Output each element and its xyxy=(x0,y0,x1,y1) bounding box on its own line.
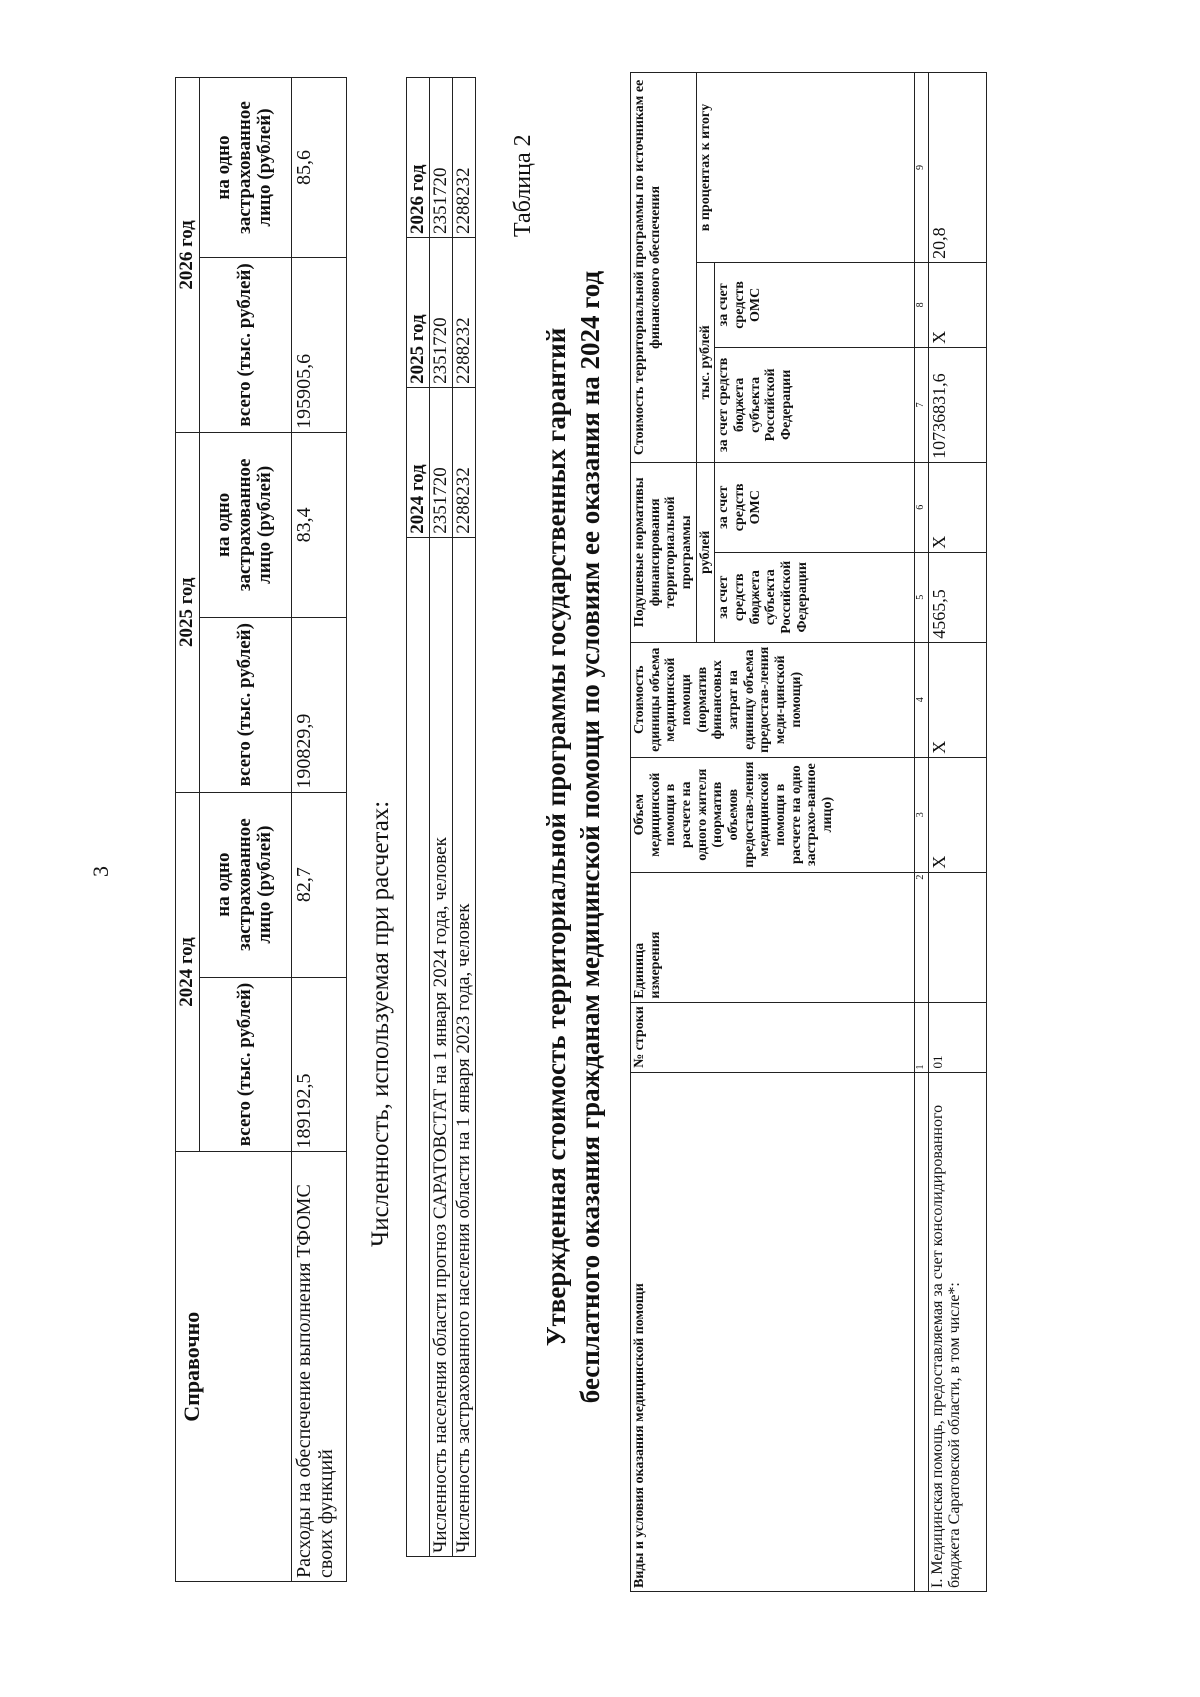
value-cell: 10736831,6 xyxy=(929,347,987,462)
value-cell: 83,4 xyxy=(291,432,346,617)
table-label: Таблица 2 xyxy=(510,134,536,237)
column-number: 2 xyxy=(915,872,929,1002)
value-cell: 2351720 xyxy=(429,387,452,537)
header-unit: Единица измерения xyxy=(631,872,915,1002)
header-oms: за счет средств ОМС xyxy=(715,262,915,347)
page-number: 3 xyxy=(88,866,113,877)
value-cell: 82,7 xyxy=(291,792,346,977)
row-label: Численность населения области прогноз САРАТОВСТАТ на 1 января 2024 года, человек xyxy=(429,537,452,1556)
value-cell: 4565,5 xyxy=(929,552,987,642)
title-line: бесплатного оказания гражданам медицинской помощи по условиям ее оказания на 2024 год xyxy=(574,270,605,1404)
column-number: 3 xyxy=(915,757,929,872)
column-number: 9 xyxy=(915,73,929,263)
header-thousand-rubles: тыс. рублей xyxy=(696,262,715,462)
header-kinds: Виды и условия оказания медицинской помощи xyxy=(631,1072,915,1591)
col-per-person: на одно застрахованное лицо (рублей) xyxy=(199,432,291,617)
program-cost-table xyxy=(630,72,987,1592)
year-2025: 2025 год xyxy=(176,432,200,792)
col-per-person: на одно застрахованное лицо (рублей) xyxy=(199,78,291,258)
header-oms: за счет средств ОМС xyxy=(715,462,915,552)
value-cell: 189192,5 xyxy=(291,977,346,1152)
header-row-no: № строки xyxy=(631,1002,915,1072)
value-cell: 2351720 xyxy=(429,237,452,387)
empty-header xyxy=(407,537,430,1556)
value-cell: 195905,6 xyxy=(291,258,346,433)
empty-number-cell xyxy=(915,1072,929,1591)
value-cell: Х xyxy=(929,462,987,552)
value-cell: Х xyxy=(929,642,987,757)
header-cost-by-source: Стоимость территориальной программы по источникам ее финансового обеспечения xyxy=(631,73,697,463)
value-cell: 2351720 xyxy=(429,78,452,238)
row-number: 01 xyxy=(929,1002,987,1072)
population-table xyxy=(406,77,476,1557)
reference-table xyxy=(175,77,347,1582)
year-2025: 2025 год xyxy=(407,237,430,387)
unit-cell xyxy=(929,872,987,1002)
column-number: 7 xyxy=(915,347,929,462)
column-number: 1 xyxy=(915,1002,929,1072)
header-percent: в процентах к итогу xyxy=(696,73,915,263)
population-caption: Численность, используемая при расчетах: xyxy=(367,800,394,1247)
header-rubles: рублей xyxy=(696,462,715,642)
col-total: всего (тыс. рублей) xyxy=(199,977,291,1152)
col-total: всего (тыс. рублей) xyxy=(199,617,291,792)
value-cell: 2288232 xyxy=(452,387,475,537)
column-number: 5 xyxy=(915,552,929,642)
year-2026: 2026 год xyxy=(407,78,430,238)
col-per-person: на одно застрахованное лицо (рублей) xyxy=(199,792,291,977)
header-budget: за счет средств бюджета субъекта Российской Федерации xyxy=(715,552,915,642)
row-label: Численность застрахованного населения области на 1 января 2023 года, человек xyxy=(452,537,475,1556)
reference-header: Справочно xyxy=(176,1152,292,1582)
header-budget: за счет средств бюджета субъекта Российской Федерации xyxy=(715,347,915,462)
value-cell: 190829,9 xyxy=(291,617,346,792)
row-label: Расходы на обеспечение выполнения ТФОМС своих функций xyxy=(291,1152,346,1582)
value-cell: 20,8 xyxy=(929,73,987,263)
column-number: 6 xyxy=(915,462,929,552)
col-total: всего (тыс. рублей) xyxy=(199,258,291,433)
year-2026: 2026 год xyxy=(176,78,200,433)
table-title xyxy=(540,87,608,1587)
value-cell: 2288232 xyxy=(452,237,475,387)
column-number: 4 xyxy=(915,642,929,757)
title-line: Утвержденная стоимость территориальной программы государственных гарантий xyxy=(541,327,571,1347)
row-label: I. Медицинская помощь, предоставляемая за счет консолидированного бюджета Саратовской области, в том числе*: xyxy=(929,1072,987,1591)
value-cell: Х xyxy=(929,262,987,347)
header-norms: Подушевые нормативы финансирования территориальной программы xyxy=(631,462,697,642)
value-cell: Х xyxy=(929,757,987,872)
value-cell: 2288232 xyxy=(452,78,475,238)
header-unit-cost: Стоимость единицы объема медицинской помощи (норматив финансовых затрат на единицу объема предостав-ления меди-цинской помощи) xyxy=(631,642,915,757)
year-2024: 2024 год xyxy=(407,387,430,537)
column-number: 8 xyxy=(915,262,929,347)
year-2024: 2024 год xyxy=(176,792,200,1152)
header-volume: Объем медицинской помощи в расчете на одного жителя (норматив объемов предостав-ления медицинской помощи в расчете на одно застрахо-ванное лицо) xyxy=(631,757,915,872)
value-cell: 85,6 xyxy=(291,78,346,258)
